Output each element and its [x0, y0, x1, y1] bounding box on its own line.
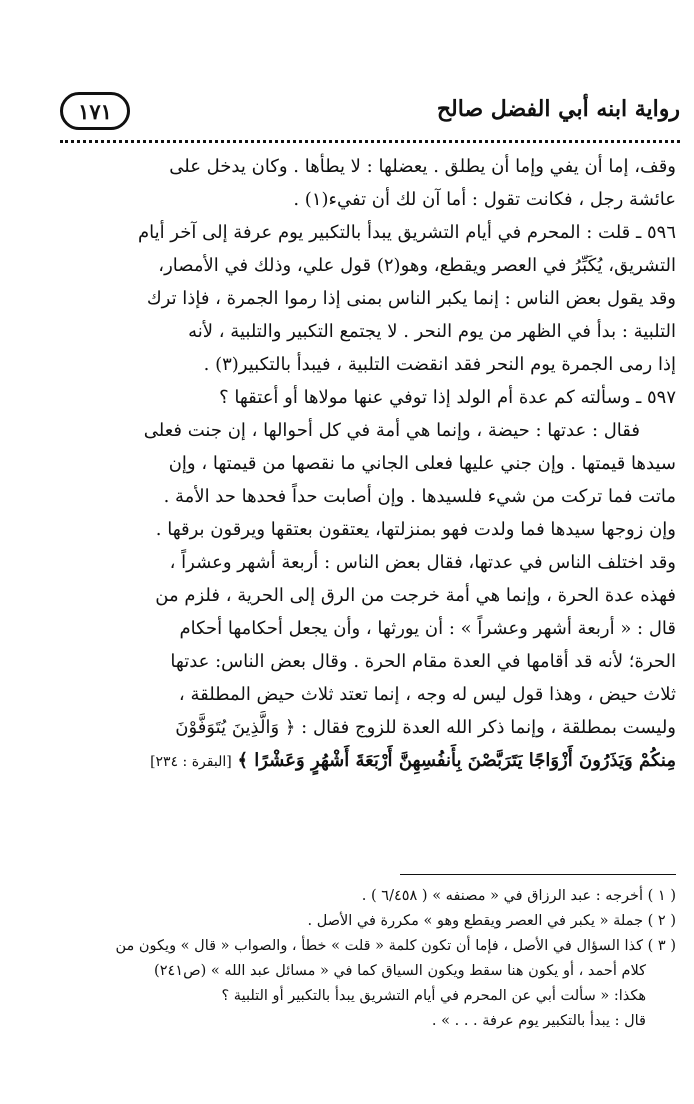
text-line: فهذه عدة الحرة ، وإنما هي أمة خرجت من الرق إلى الحرية ، فلزم من	[155, 585, 676, 606]
text-line: التشريق، يُكَبِّرُ في العصر ويقطع، وهو(٢) قول علي، وذلك في الأمصار،	[158, 255, 676, 276]
footnote-3: ( ٣ ) كذا السؤال في الأصل ، فإما أن تكون كلمة « قلت » خطأ ، والصواب « قال » ويكون من	[115, 938, 676, 954]
running-header	[60, 92, 680, 138]
issue-597-line: ٥٩٧ ـ وسألته كم عدة أم الولد إذا توفي عنها مولاها أو أعتقها ؟	[219, 387, 676, 408]
footnotes	[55, 884, 676, 1034]
quran-verse: مِنكُمْ وَيَذَرُونَ أَزْوَاجًا يَتَرَبَّصْنَ بِأَنفُسِهِنَّ أَرْبَعَةَ أَشْهُرٍ وَعَشْرًا ﴾	[237, 750, 676, 771]
header-title: رواية ابنه أبي الفضل صالح	[436, 96, 680, 122]
header-divider	[60, 140, 680, 143]
text-line: وقف، إما أن يفي وإما أن يطلق . يعضلها : لا يطأها . وكان يدخل على	[169, 156, 676, 177]
text-line: الحرة؛ لأنه قد أقامها في العدة مقام الحرة . وقال بعض الناس: عدتها	[170, 651, 676, 672]
footnote-divider	[400, 874, 676, 875]
text-line: فقال : عدتها : حيضة ، وإنما هي أمة في كل أحوالها ، إن جنت فعلى	[143, 420, 640, 441]
text-line: سيدها قيمتها . وإن جني عليها فعلى الجاني ما نقصها من قيمتها ، وإن	[168, 453, 676, 474]
quran-verse-line	[60, 744, 676, 777]
quran-intro-line: وليست بمطلقة ، وإنما ذكر الله العدة للزوج فقال : ﴿ وَالَّذِينَ يُتَوَفَّوْنَ	[175, 717, 676, 738]
footnote-1: ( ١ ) أخرجه : عبد الرزاق في « مصنفه » ( ٦/٤٥٨ ) .	[361, 888, 676, 904]
text-line: وقد اختلف الناس في عدتها، فقال بعض الناس : أربعة أشهر وعشراً ،	[169, 552, 676, 573]
text-line: قال : « أربعة أشهر وعشراً » : أن يورثها ، وأن يجعل أحكامها أحكام	[179, 618, 676, 639]
text-line: وإن زوجها سيدها فما ولدت فهو بمنزلتها، يعتقون بعتقها ويرقون برقها .	[155, 519, 676, 540]
main-text	[60, 150, 676, 777]
text-line: إذا رمى الجمرة يوم النحر فقد انقضت التلبية ، فيبدأ بالتكبير(٣) .	[203, 354, 676, 375]
footnote-2: ( ٢ ) جملة « يكبر في العصر ويقطع وهو » مكررة في الأصل .	[307, 913, 676, 929]
footnote-3-cont: هكذا: « سألت أبي عن المحرم في أيام التشريق يبدأ بالتكبير أو التلبية ؟	[221, 988, 646, 1004]
footnote-3-cont: قال : يبدأ بالتكبير يوم عرفة . . . » .	[431, 1013, 646, 1029]
text-line: عائشة رجل ، فكانت تقول : أما آن لك أن تفيء(١) .	[293, 189, 676, 210]
text-line: ثلاث حيض ، وهذا قول ليس له وجه ، إنما تعتد ثلاث حيض المطلقة ،	[178, 684, 676, 705]
verse-citation: [البقرة : ٢٣٤]	[150, 754, 232, 770]
issue-596-line: ٥٩٦ ـ قلت : المحرم في أيام التشريق يبدأ بالتكبير يوم عرفة إلى آخر أيام	[137, 222, 676, 243]
text-line: وقد يقول بعض الناس : إنما يكبر الناس بمنى إذا رموا الجمرة ، فإذا ترك	[146, 288, 676, 309]
text-line: التلبية : بدأ في الظهر من يوم النحر . لا يجتمع التكبير والتلبية ، لأنه	[188, 321, 676, 342]
page-number: ١٧١	[60, 92, 130, 130]
text-line: ماتت فما تركت من شيء فلسيدها . وإن أصابت حداً فحدها حد الأمة .	[163, 486, 676, 507]
footnote-3-cont: كلام أحمد ، أو يكون هنا سقط ويكون السياق كما في « مسائل عبد الله » (ص٢٤١)	[154, 963, 646, 979]
